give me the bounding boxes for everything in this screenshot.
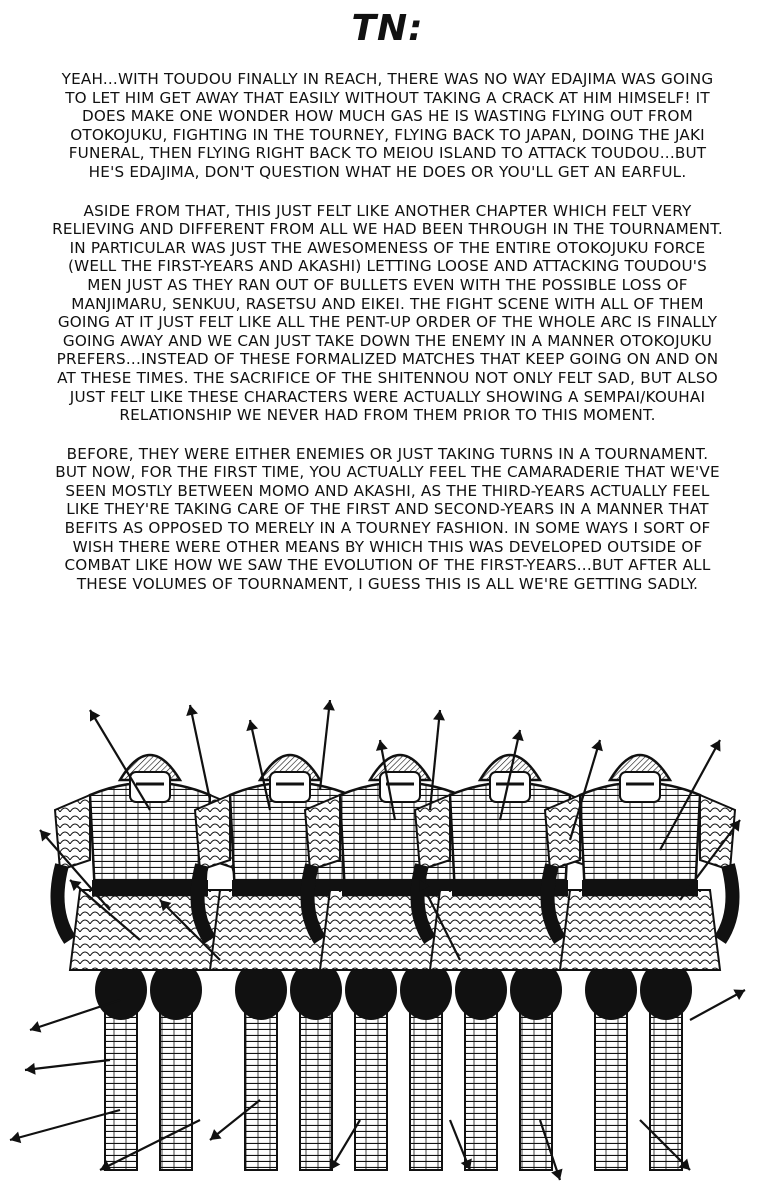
armored-warriors-with-arrows-illustration <box>0 700 775 1200</box>
note-paragraph-3: BEFORE, THEY WERE EITHER ENEMIES OR JUST TAKING TURNS IN A TOURNAMENT. BUT NOW, FOR THE FIRST TIME, YOU ACTUALLY FEEL THE CAMARADERIE THAT WE'VE SEEN MOSTLY BETWEEN MOMO AND AKASHI, AS THE THIRD-YEARS ACTUALLY FEEL LIKE THEY'RE TAKING CARE OF THE FIRST AND SECOND-YEARS IN A MANNER THAT BEFITS AS OPPOSED TO MERELY IN A TOURNEY FASHION. IN SOME WAYS I SORT OF WISH THERE WERE OTHER MEANS BY WHICH THIS WAS DEVELOPED OUTSIDE OF COMBAT LIKE HOW WE SAW THE EVOLUTION OF THE FIRST-YEARS...BUT AFTER ALL THESE VOLUMES OF TOURNAMENT, I GUESS THIS IS ALL WE'RE GETTING SADLY. <box>55 444 720 593</box>
arrow <box>25 1060 110 1075</box>
arrow <box>186 705 210 800</box>
arrow <box>320 700 335 790</box>
note-paragraph-2: ASIDE FROM THAT, THIS JUST FELT LIKE ANOTHER CHAPTER WHICH FELT VERY RELIEVING AND DIFFERENT FROM ALL WE HAD BEEN THROUGH IN THE TOURNAMENT. IN PARTICULAR WAS JUST THE AWESOMENESS OF THE ENTIRE OTOKOJUKU FORCE (WELL THE FIRST-YEARS AND AKASHI) LETTING LOOSE AND ATTACKING TOUDOU'S MEN JUST AS THEY RAN OUT OF BULLETS EVEN WITH THE POSSIBLE LOSS OF MANJIMARU, SENKUU, RASETSU AND EIKEI. THE FIGHT SCENE WITH ALL OF THEM GOING AT IT JUST FELT LIKE ALL THE PENT-UP ORDER OF THE WHOLE ARC IS FINALLY GOING AWAY AND WE CAN JUST TAKE DOWN THE ENEMY IN A MANNER OTOKOJUKU PREFERS...INSTEAD OF THESE FORMALIZED MATCHES THAT KEEP GOING ON AND ON AT THESE TIMES. THE SACRIFICE OF THE SHITENNOU NOT ONLY FELT SAD, BUT ALSO JUST FELT LIKE THESE CHARACTERS WERE ACTUALLY SHOWING A SEMPAI/KOUHAI RELATIONSHIP WE NEVER HAD FROM THEM PRIOR TO THIS MOMENT. <box>52 201 723 425</box>
translator-note <box>50 70 725 613</box>
arrow <box>690 990 745 1020</box>
note-paragraph-1: YEAH...WITH TOUDOU FINALLY IN REACH, THERE WAS NO WAY EDAJIMA WAS GOING TO LET HIM GET AWAY THAT EASILY WITHOUT TAKING A CRACK AT HIM HIMSELF! IT DOES MAKE ONE WONDER HOW MUCH GAS HE IS WASTING FLYING OUT FROM OTOKOJUKU, FIGHTING IN THE TOURNEY, FLYING BACK TO JAPAN, DOING THE JAKI FUNERAL, THEN FLYING RIGHT BACK TO MEIOU ISLAND TO ATTACK TOUDOU...BUT HE'S EDAJIMA, DON'T QUESTION WHAT HE DOES OR YOU'LL GET AN EARFUL. <box>61 70 714 181</box>
armored-warrior <box>545 755 735 1170</box>
page-title: TN: <box>351 8 424 49</box>
arrow <box>10 1110 120 1143</box>
